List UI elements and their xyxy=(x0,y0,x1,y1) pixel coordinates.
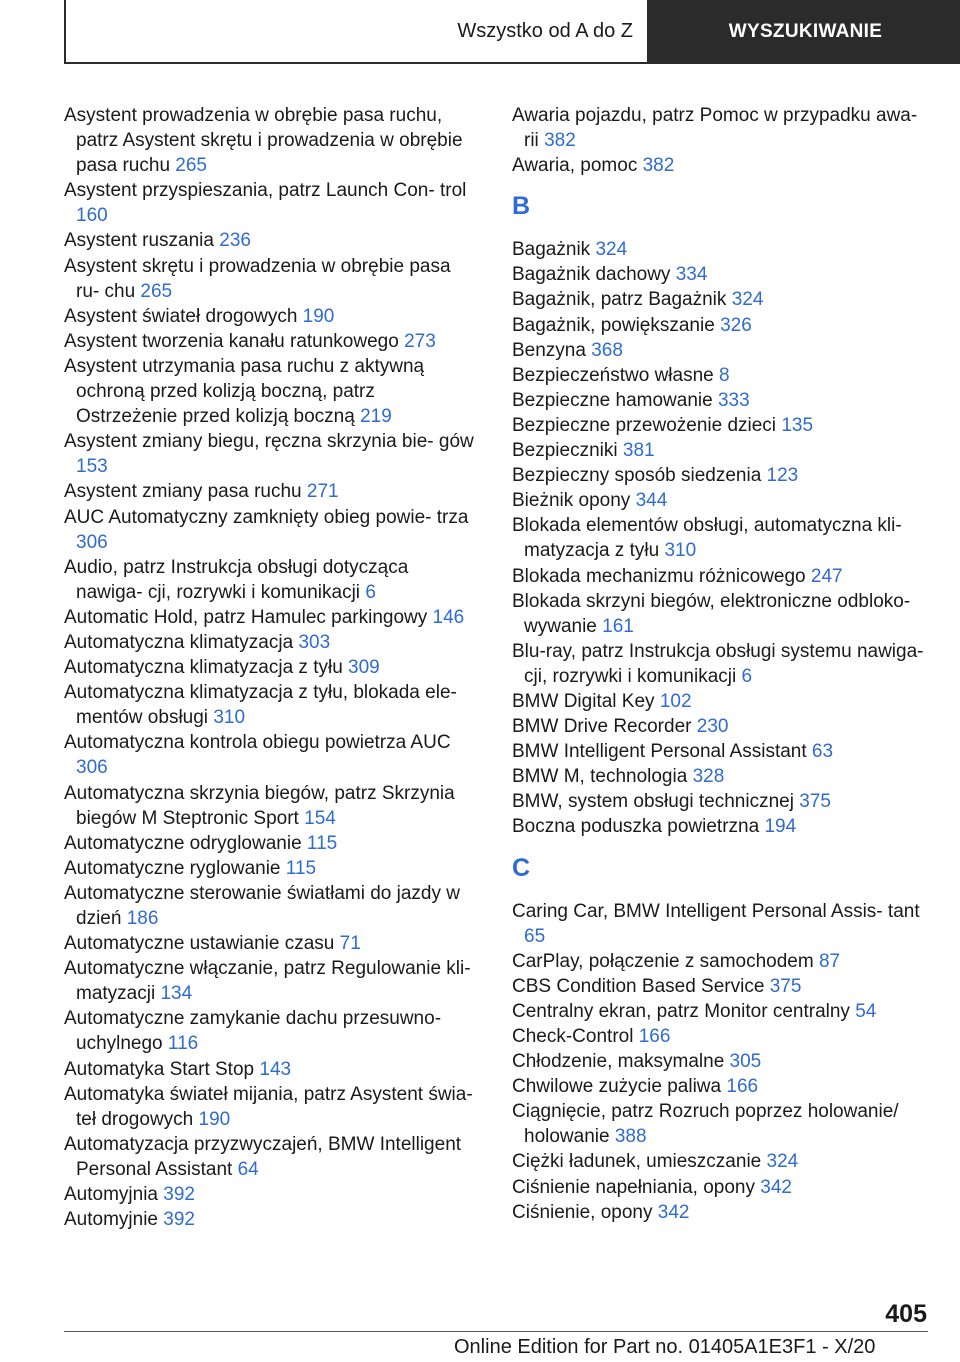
index-entry xyxy=(64,103,479,178)
index-entry xyxy=(512,488,932,513)
index-entry xyxy=(512,1175,932,1200)
header-tabs xyxy=(64,0,960,64)
page-reference-link[interactable]: 324 xyxy=(766,1151,799,1173)
page-reference-link[interactable]: 154 xyxy=(304,807,336,829)
index-term: Awaria pojazdu, patrz Pomoc w przypadku awa‐ rii xyxy=(512,105,918,152)
page-reference-link[interactable]: 392 xyxy=(163,1184,195,1206)
index-entry xyxy=(512,589,932,639)
index-term: CarPlay, połączenie z samochodem xyxy=(512,950,814,972)
index-entry xyxy=(64,831,479,856)
index-term: Asystent tworzenia kanału ratunkowego xyxy=(64,330,399,352)
index-term: Automatyczna kontrola obiegu powietrza AUC xyxy=(64,732,451,754)
index-term: Bagażnik, powiększanie xyxy=(512,314,715,336)
index-term: Asystent przyspieszania, patrz Launch Con‐ trol xyxy=(64,180,467,202)
page-reference-link[interactable]: 194 xyxy=(764,816,797,838)
page-reference-link[interactable]: 230 xyxy=(696,716,729,738)
index-term: Bezpieczne przewożenie dzieci xyxy=(512,414,777,436)
page-reference-link[interactable]: 324 xyxy=(595,239,628,261)
page-reference-link[interactable]: 102 xyxy=(659,690,692,712)
page-reference-link[interactable]: 328 xyxy=(692,766,725,788)
index-entry xyxy=(512,438,932,463)
page-reference-link[interactable]: 87 xyxy=(818,950,841,972)
index-entry xyxy=(512,1074,932,1099)
index-term: Automatyczne włączanie, patrz Regulowanie kli‐ matyzacji xyxy=(64,958,471,1005)
index-entry xyxy=(512,1024,932,1049)
index-entry xyxy=(64,429,479,479)
index-entry xyxy=(64,931,479,956)
index-entry xyxy=(64,228,479,253)
index-entry xyxy=(64,655,479,680)
index-entry xyxy=(512,1099,932,1149)
index-term: Asystent zmiany biegu, ręczna skrzynia bie‐ gów xyxy=(64,431,474,453)
index-term: BMW M, technologia xyxy=(512,766,688,788)
edition-note: Online Edition for Part no. 01405A1E3F1 - X/20 xyxy=(454,1336,876,1358)
index-entry xyxy=(512,237,932,262)
page-number: 405 xyxy=(885,1300,927,1328)
page-reference-link[interactable]: 382 xyxy=(642,155,675,177)
index-term: Automatyczne odryglowanie xyxy=(64,832,302,854)
page-reference-link[interactable]: 71 xyxy=(339,933,361,955)
index-entry xyxy=(64,1057,479,1082)
index-entry xyxy=(64,680,479,730)
index-term: BMW Intelligent Personal Assistant xyxy=(512,741,807,763)
index-entry xyxy=(64,881,479,931)
index-term: Bagażnik dachowy xyxy=(512,264,671,286)
index-entry xyxy=(512,287,932,312)
index-entry xyxy=(512,1149,932,1174)
index-entry xyxy=(512,764,932,789)
page-reference-link[interactable]: 160 xyxy=(76,205,108,227)
index-entry xyxy=(512,1049,932,1074)
index-entry xyxy=(64,605,479,630)
index-term: Blu-ray, patrz Instrukcja obsługi systemu nawiga‐ cji, rozrywki i komunikacji xyxy=(512,640,924,687)
page-reference-link[interactable]: 305 xyxy=(729,1051,762,1073)
index-entry xyxy=(512,262,932,287)
page-reference-link[interactable]: 166 xyxy=(726,1076,759,1098)
index-term: Chwilowe zużycie paliwa xyxy=(512,1076,722,1098)
index-entry xyxy=(512,313,932,338)
index-term: Benzyna xyxy=(512,339,586,361)
page-reference-link[interactable]: 333 xyxy=(717,389,750,411)
page-reference-link[interactable]: 375 xyxy=(769,975,802,997)
page-reference-link[interactable]: 219 xyxy=(360,406,392,428)
index-term: Blokada skrzyni biegów, elektroniczne odbloko‐ wywanie xyxy=(512,590,911,637)
index-entry xyxy=(512,789,932,814)
index-column-right xyxy=(512,103,932,1225)
index-entry xyxy=(512,974,932,999)
page-reference-link[interactable]: 344 xyxy=(635,490,668,512)
page-reference-link[interactable]: 342 xyxy=(760,1176,792,1198)
page-reference-link[interactable]: 247 xyxy=(810,565,843,587)
index-term: Bagażnik xyxy=(512,239,591,261)
index-term: Bezpieczne hamowanie xyxy=(512,389,713,411)
index-term: Ciężki ładunek, umieszczanie xyxy=(512,1151,762,1173)
index-entry xyxy=(64,781,479,831)
index-term: Automatyczna skrzynia biegów, patrz Skrzynia biegów M Steptronic Sport xyxy=(64,782,455,829)
index-term: Asystent ruszania xyxy=(64,230,214,252)
index-entry xyxy=(64,479,479,504)
index-term: Check-Control xyxy=(512,1026,634,1047)
index-entry xyxy=(512,413,932,438)
tab-a-to-z[interactable]: Wszystko od A do Z xyxy=(66,0,649,64)
tab-search[interactable]: WYSZUKIWANIE xyxy=(649,0,960,64)
page-reference-link[interactable]: 190 xyxy=(302,305,335,327)
page-reference-link[interactable]: 143 xyxy=(259,1058,292,1080)
page-reference-link[interactable]: 123 xyxy=(766,465,799,487)
index-entry xyxy=(512,103,932,153)
page-reference-link[interactable]: 265 xyxy=(140,280,173,302)
page-reference-link[interactable]: 392 xyxy=(163,1209,195,1231)
index-entry xyxy=(64,329,479,354)
page-reference-link[interactable]: 326 xyxy=(720,314,752,336)
page-reference-link[interactable]: 134 xyxy=(160,983,193,1005)
index-entry xyxy=(512,564,932,589)
index-term: Boczna poduszka powietrzna xyxy=(512,816,760,838)
page-reference-link[interactable]: 115 xyxy=(306,832,338,854)
index-entry xyxy=(512,814,932,839)
index-term: Bezpieczny sposób siedzenia xyxy=(512,465,762,487)
page-reference-link[interactable]: 65 xyxy=(524,925,546,947)
index-term: Asystent świateł drogowych xyxy=(64,305,298,327)
index-term: Centralny ekran, patrz Monitor centralny xyxy=(512,1000,850,1022)
index-entry xyxy=(512,899,932,949)
index-term: Automatyczne sterowanie światłami do jazdy w dzień xyxy=(64,882,461,929)
index-term: Chłodzenie, maksymalne xyxy=(512,1051,725,1073)
index-entry xyxy=(512,153,932,178)
index-entry xyxy=(512,513,932,563)
page-reference-link[interactable]: 146 xyxy=(432,606,465,628)
index-entry xyxy=(64,1207,479,1232)
page-reference-link[interactable]: 271 xyxy=(306,481,339,503)
index-term: Asystent prowadzenia w obrębie pasa ruchu, patrz Asystent skrętu i prowadzenia w obrębie pasa ruchu xyxy=(64,105,463,177)
index-term: AUC Automatyczny zamknięty obieg powie‐ trza xyxy=(64,506,469,528)
index-term: Asystent utrzymania pasa ruchu z aktywną ochroną przed kolizją boczną, patrz Ostrzeżenie przed kolizją boczną xyxy=(64,355,425,428)
index-entry xyxy=(64,505,479,555)
index-term: Asystent zmiany pasa ruchu xyxy=(64,481,302,503)
index-entry xyxy=(64,304,479,329)
page-reference-link[interactable]: 375 xyxy=(799,791,831,813)
index-entry xyxy=(512,999,932,1024)
index-term: Automatyzacja przyzwyczajeń, BMW Intelligent Personal Assistant xyxy=(64,1133,462,1180)
page-reference-link[interactable]: 368 xyxy=(591,339,623,361)
page-reference-link[interactable]: 273 xyxy=(404,330,436,352)
index-term: Automatyczne ryglowanie xyxy=(64,857,281,879)
index-term: Audio, patrz Instrukcja obsługi dotycząca nawiga‐ cji, rozrywki i komunikacji xyxy=(64,556,409,603)
index-term: Bieżnik opony xyxy=(512,490,631,512)
index-term: Ciągnięcie, patrz Rozruch poprzez holowanie/ holowanie xyxy=(512,1101,899,1148)
index-term: Automatyczne ustawianie czasu xyxy=(64,933,335,955)
index-column-left xyxy=(64,103,479,1232)
index-term: Caring Car, BMW Intelligent Personal Assis‐ tant xyxy=(512,900,920,922)
page-reference-link[interactable]: 135 xyxy=(781,414,814,436)
page-reference-link[interactable]: 153 xyxy=(76,456,108,478)
page-reference-link[interactable]: 236 xyxy=(219,230,251,252)
page-reference-link[interactable]: 342 xyxy=(657,1201,690,1223)
page-reference-link[interactable]: 115 xyxy=(285,857,317,879)
section-letter-b: B xyxy=(512,192,531,221)
index-entry xyxy=(64,1082,479,1132)
index-entry xyxy=(512,689,932,714)
page-reference-link[interactable]: 64 xyxy=(237,1158,259,1180)
index-entry xyxy=(512,1200,932,1225)
index-term: Awaria, pomoc xyxy=(512,155,638,177)
index-term: Automyjnia xyxy=(64,1184,158,1206)
page-reference-link[interactable]: 334 xyxy=(675,264,708,286)
index-entry xyxy=(512,949,932,974)
page-reference-link[interactable]: 310 xyxy=(664,540,697,562)
index-entry xyxy=(64,354,479,429)
index-term: Asystent skrętu i prowadzenia w obrębie pasa ru‐ chu xyxy=(64,255,451,302)
page-reference-link[interactable]: 166 xyxy=(638,1026,671,1047)
index-term: Automatyczne zamykanie dachu przesuwno‐ uchylnego xyxy=(64,1008,442,1055)
index-entry xyxy=(64,630,479,655)
page-reference-link[interactable]: 324 xyxy=(731,289,764,311)
index-entry xyxy=(64,555,479,605)
index-term: BMW Digital Key xyxy=(512,690,655,712)
page-reference-link[interactable]: 306 xyxy=(76,531,108,553)
page-reference-link[interactable]: 8 xyxy=(719,364,730,386)
page-reference-link[interactable]: 388 xyxy=(614,1126,647,1148)
page-reference-link[interactable]: 186 xyxy=(126,908,159,929)
index-entry xyxy=(512,714,932,739)
index-term: Blokada mechanizmu różnicowego xyxy=(512,565,806,587)
index-entry xyxy=(64,730,479,780)
index-term: BMW, system obsługi technicznej xyxy=(512,791,794,813)
index-entry xyxy=(64,254,479,304)
page-reference-link[interactable]: 161 xyxy=(602,615,634,637)
index-term: Ciśnienie napełniania, opony xyxy=(512,1176,755,1198)
index-entry xyxy=(64,178,479,228)
index-term: BMW Drive Recorder xyxy=(512,716,692,738)
index-entry xyxy=(64,956,479,1006)
page-reference-link[interactable]: 6 xyxy=(365,581,376,603)
index-entry xyxy=(512,338,932,363)
index-term: Automatyczna klimatyzacja z tyłu xyxy=(64,657,343,679)
page-reference-link[interactable]: 63 xyxy=(811,741,834,763)
index-term: Automatic Hold, patrz Hamulec parkingowy xyxy=(64,606,428,628)
index-term: Automyjnie xyxy=(64,1209,158,1231)
index-term: Blokada elementów obsługi, automatyczna kli‐ matyzacja z tyłu xyxy=(512,515,902,562)
index-entry xyxy=(64,1006,479,1056)
page-reference-link[interactable]: 309 xyxy=(348,657,380,679)
index-term: Bezpieczniki xyxy=(512,440,618,462)
index-term: Automatyczna klimatyzacja z tyłu, blokada ele‐ mentów obsługi xyxy=(64,682,457,729)
index-entry xyxy=(512,363,932,388)
index-term: Automatyczna klimatyzacja xyxy=(64,631,294,653)
page-reference-link[interactable]: 381 xyxy=(622,440,655,462)
index-term: CBS Condition Based Service xyxy=(512,975,765,997)
index-entry xyxy=(512,388,932,413)
index-term: Automatyka świateł mijania, patrz Asystent świa‐ teł drogowych xyxy=(64,1083,473,1130)
index-entry xyxy=(64,856,479,881)
page-reference-link[interactable]: 54 xyxy=(855,1000,877,1022)
index-entry xyxy=(512,739,932,764)
page-reference-link[interactable]: 6 xyxy=(741,665,753,687)
index-term: Bagażnik, patrz Bagażnik xyxy=(512,289,727,311)
index-term: Automatyka Start Stop xyxy=(64,1058,255,1080)
index-term: Ciśnienie, opony xyxy=(512,1201,653,1223)
index-entry xyxy=(512,463,932,488)
page-reference-link[interactable]: 382 xyxy=(544,130,576,152)
page-reference-link[interactable]: 310 xyxy=(213,707,246,729)
page-reference-link[interactable]: 306 xyxy=(76,757,108,779)
page-reference-link[interactable]: 190 xyxy=(198,1108,231,1130)
page-reference-link[interactable]: 303 xyxy=(298,631,331,653)
page-reference-link[interactable]: 265 xyxy=(175,155,207,177)
index-term: Bezpieczeństwo własne xyxy=(512,364,714,386)
index-entry xyxy=(512,639,932,689)
index-entry xyxy=(64,1132,479,1182)
index-entry xyxy=(64,1182,479,1207)
footer-divider xyxy=(64,1331,928,1332)
section-letter-c: C xyxy=(512,853,531,882)
page-reference-link[interactable]: 116 xyxy=(167,1033,199,1055)
